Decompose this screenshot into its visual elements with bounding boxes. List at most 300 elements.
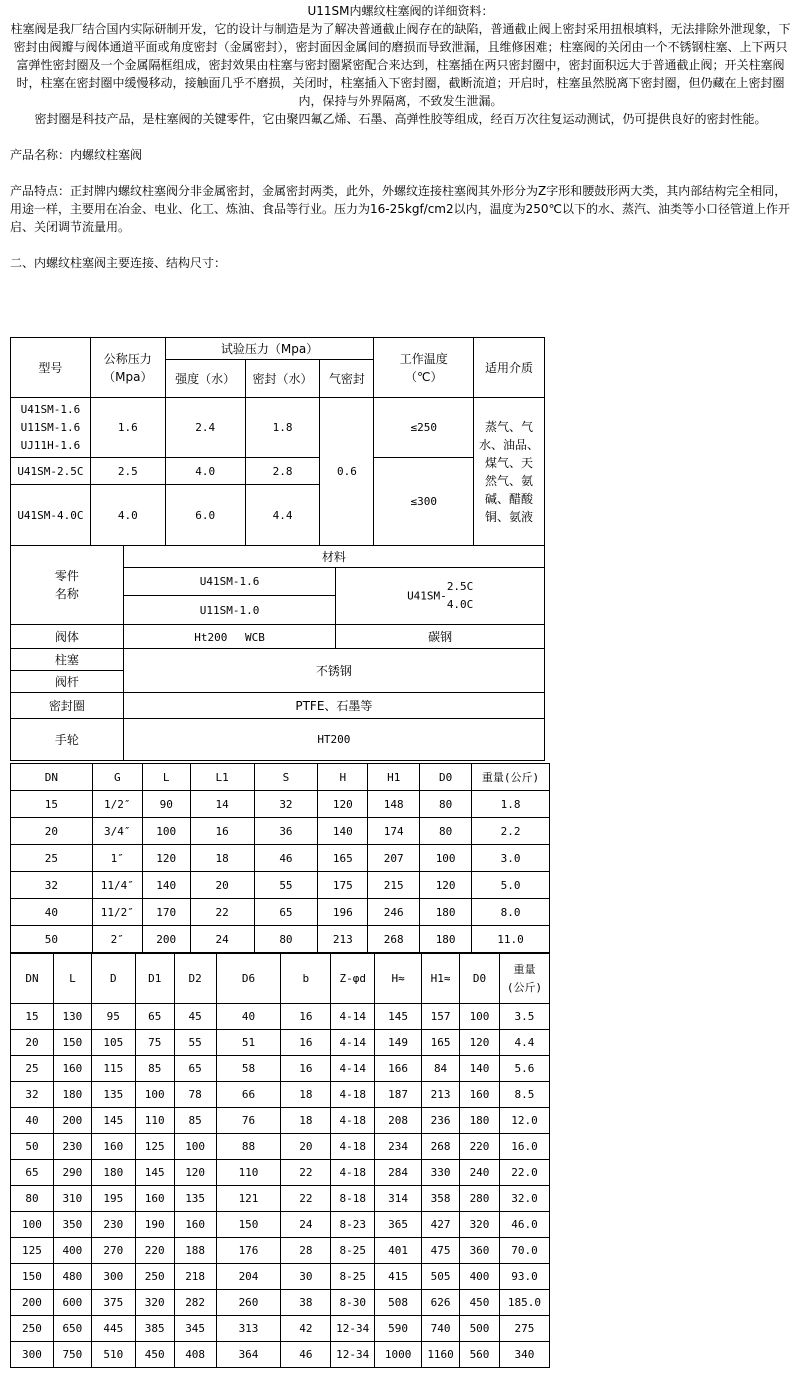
table-cell: 18 (281, 1108, 331, 1134)
intro-paragraph-1: 柱塞阀是我厂结合国内实际研制开发，它的设计与制造是为了解决普通截止阀存在的缺陷，普通截止阀上密封采用扭根填料，无法排除外泄现象，下密封由阀瓣与阀体通道平面或角度密封（金属密封），密封面因金属间的磨损而导致泄漏，且维修困难；柱塞阀的关闭由一个不锈钢柱塞、上下两只富弹性密封圈及一个金属隔框组成，密封效果由柱塞与密封圈紧密配合来达到，柱塞插在两只密封圈中，密封面积远大于普通截止阀；开关柱塞阀时，柱塞在密封圈中缓慢移动，接触面几乎不磨损，关闭时，柱塞插入下密封圈，截断流道；开启时，柱塞虽然脱离下密封圈，但仍藏在上密封圈内，保持与外界隔离，不致发生泄漏。 (10, 22, 791, 108)
table-cell: 450 (460, 1290, 500, 1316)
table-cell: 12-34 (331, 1316, 375, 1342)
table-cell: 18 (190, 845, 254, 872)
table-cell: 236 (422, 1108, 460, 1134)
table-cell: 16.0 (499, 1134, 549, 1160)
column-header: L (142, 764, 190, 791)
table-cell: 42 (281, 1316, 331, 1342)
table-cell: 450 (135, 1342, 174, 1368)
table-cell: 320 (460, 1212, 500, 1238)
table-cell: 120 (460, 1030, 500, 1056)
table-cell: 230 (53, 1134, 91, 1160)
table-cell: 24 (281, 1212, 331, 1238)
table-cell: 626 (422, 1290, 460, 1316)
table-cell: 12-34 (331, 1342, 375, 1368)
column-header: H (318, 764, 368, 791)
material-model-a2: U11SM-1.0 (123, 596, 336, 625)
table-cell: 65 (11, 1160, 54, 1186)
table-cell: 180 (53, 1082, 91, 1108)
table-cell: 3.0 (472, 845, 550, 872)
table-cell: 4.4 (499, 1030, 549, 1056)
table-cell: 188 (174, 1238, 216, 1264)
header-test-pressure: 试验压力（Mpa） (165, 338, 374, 360)
table-cell: 560 (460, 1342, 500, 1368)
table-cell: 215 (368, 872, 420, 899)
table-cell: 4-18 (331, 1134, 375, 1160)
table-cell: 1160 (422, 1342, 460, 1368)
table-cell: 100 (460, 1004, 500, 1030)
table-cell: 260 (216, 1290, 281, 1316)
column-header: L (53, 954, 91, 1004)
column-header: D2 (174, 954, 216, 1004)
table-cell: 8-18 (331, 1186, 375, 1212)
table-cell: 125 (11, 1238, 54, 1264)
table-cell: 415 (375, 1264, 422, 1290)
table-cell: 375 (91, 1290, 135, 1316)
table-cell: 115 (91, 1056, 135, 1082)
column-header: DN (11, 954, 54, 1004)
table-cell: 207 (368, 845, 420, 872)
table-cell: 3/4″ (92, 818, 142, 845)
table-cell: 40 (216, 1004, 281, 1030)
table-cell: 22 (190, 899, 254, 926)
thread-dimension-table (10, 763, 550, 953)
table-row (11, 1342, 550, 1368)
table-cell: 145 (91, 1108, 135, 1134)
table-cell: 187 (375, 1082, 422, 1108)
header-strength: 强度（水） (165, 360, 245, 398)
table-cell: 58 (216, 1056, 281, 1082)
column-header: DN (11, 764, 93, 791)
table-row (11, 1004, 550, 1030)
table-row (11, 1186, 550, 1212)
product-name: 产品名称：内螺纹柱塞阀 (10, 148, 143, 162)
table-cell: 88 (216, 1134, 281, 1160)
table-cell: 100 (174, 1134, 216, 1160)
table-cell: 45 (174, 1004, 216, 1030)
table-row (11, 1108, 550, 1134)
nominal-cell: 2.5 (90, 458, 165, 485)
table-cell: 16 (281, 1030, 331, 1056)
strength-cell: 6.0 (165, 485, 245, 546)
table-cell: 180 (420, 899, 472, 926)
table-cell: 4-18 (331, 1108, 375, 1134)
table-row (11, 845, 550, 872)
table-cell: 505 (422, 1264, 460, 1290)
table-cell: 170 (142, 899, 190, 926)
table-cell: 350 (53, 1212, 91, 1238)
table-cell: 4-14 (331, 1004, 375, 1030)
table-cell: 364 (216, 1342, 281, 1368)
table-cell: 510 (91, 1342, 135, 1368)
table-cell: 750 (53, 1342, 91, 1368)
table-cell: 160 (53, 1056, 91, 1082)
table-cell: 174 (368, 818, 420, 845)
part-stem: 阀杆 (11, 671, 124, 693)
table-cell: 65 (254, 899, 318, 926)
doc-title: U11SM内螺纹柱塞阀的详细资料： (307, 4, 494, 18)
table-cell: 8-30 (331, 1290, 375, 1316)
table-cell: 401 (375, 1238, 422, 1264)
table-cell: 240 (460, 1160, 500, 1186)
table-cell: 250 (135, 1264, 174, 1290)
table-cell: 365 (375, 1212, 422, 1238)
table-cell: 140 (142, 872, 190, 899)
table-cell: 280 (460, 1186, 500, 1212)
table-cell: 740 (422, 1316, 460, 1342)
table-row (11, 1056, 550, 1082)
seal-cell: 4.4 (245, 485, 320, 546)
table-cell: 213 (422, 1082, 460, 1108)
table-cell: 18 (281, 1082, 331, 1108)
table-cell: 150 (11, 1264, 54, 1290)
table-cell: 32 (11, 1082, 54, 1108)
table-cell: 25 (11, 845, 93, 872)
column-header: L1 (190, 764, 254, 791)
table-row (11, 1082, 550, 1108)
table-cell: 120 (142, 845, 190, 872)
table-cell: 180 (460, 1108, 500, 1134)
table-cell: 1000 (375, 1342, 422, 1368)
table-cell: 55 (254, 872, 318, 899)
table-cell: 46 (281, 1342, 331, 1368)
table-cell: 480 (53, 1264, 91, 1290)
table-cell: 650 (53, 1316, 91, 1342)
header-material: 材料 (123, 546, 544, 568)
table-cell: 150 (53, 1030, 91, 1056)
header-working-temp: 工作温度 （℃） (374, 338, 474, 398)
table-cell: 4-18 (331, 1160, 375, 1186)
column-header: Z-φd (331, 954, 375, 1004)
table-cell: 330 (422, 1160, 460, 1186)
table-cell: 140 (318, 818, 368, 845)
table-cell: 160 (91, 1134, 135, 1160)
table-row (11, 1264, 550, 1290)
table-cell: 268 (368, 926, 420, 953)
table-cell: 213 (318, 926, 368, 953)
table-cell: 180 (91, 1160, 135, 1186)
table-cell: 590 (375, 1316, 422, 1342)
table-cell: 600 (53, 1290, 91, 1316)
table-cell: 38 (281, 1290, 331, 1316)
table-cell: 4-18 (331, 1082, 375, 1108)
table-cell: 165 (422, 1030, 460, 1056)
table-cell: 120 (318, 791, 368, 818)
table-cell: 36 (254, 818, 318, 845)
table-cell: 300 (11, 1342, 54, 1368)
table-cell: 24 (190, 926, 254, 953)
table-cell: 40 (11, 1108, 54, 1134)
seal-material: PTFE、石墨等 (123, 693, 544, 719)
model-cell: U41SM-4.0C (11, 485, 91, 546)
table-cell: 290 (53, 1160, 91, 1186)
table-cell: 300 (91, 1264, 135, 1290)
table-cell: 320 (135, 1290, 174, 1316)
temp-cell: ≤300 (374, 458, 474, 546)
column-header: 重量(公斤) (472, 764, 550, 791)
table-cell: 11.0 (472, 926, 550, 953)
table-cell: 80 (254, 926, 318, 953)
table-cell: 140 (460, 1056, 500, 1082)
table-cell: 270 (91, 1238, 135, 1264)
table-row (11, 872, 550, 899)
pressure-table (10, 337, 545, 546)
table-cell: 427 (422, 1212, 460, 1238)
table-cell: 508 (375, 1290, 422, 1316)
table-cell: 234 (375, 1134, 422, 1160)
table-cell: 345 (174, 1316, 216, 1342)
medium-cell: 蒸气、气 水、油品、 煤气、天 然气、氨 碱、醋酸 铜、氨液 (474, 398, 545, 546)
table-cell: 208 (375, 1108, 422, 1134)
header-medium: 适用介质 (474, 338, 545, 398)
intro-paragraph-2: 密封圈是科技产品，是柱塞阀的关键零件，它由聚四氟乙烯、石墨、高弹性胶等组成，经百万次往复运动测试，仍可提供良好的密封性能。 (34, 112, 767, 126)
table-cell: 16 (190, 818, 254, 845)
intro-text (10, 2, 791, 272)
table-row (11, 1316, 550, 1342)
table-cell: 282 (174, 1290, 216, 1316)
table-cell: 8.5 (499, 1082, 549, 1108)
model-cell: U41SM-1.6 U11SM-1.6 UJ11H-1.6 (11, 398, 91, 458)
table-cell: 445 (91, 1316, 135, 1342)
table-row (11, 926, 550, 953)
table-cell: 218 (174, 1264, 216, 1290)
table-cell: 20 (11, 1030, 54, 1056)
table-cell: 400 (53, 1238, 91, 1264)
table-cell: 125 (135, 1134, 174, 1160)
table-cell: 55 (174, 1030, 216, 1056)
table-cell: 100 (142, 818, 190, 845)
table-cell: 40 (11, 899, 93, 926)
table-cell: 180 (420, 926, 472, 953)
table-cell: 246 (368, 899, 420, 926)
table-cell: 46 (254, 845, 318, 872)
table-cell: 120 (174, 1160, 216, 1186)
air-seal-cell: 0.6 (320, 398, 374, 546)
table-cell: 80 (11, 1186, 54, 1212)
table-cell: 5.6 (499, 1056, 549, 1082)
table-cell: 135 (91, 1082, 135, 1108)
table-cell: 32.0 (499, 1186, 549, 1212)
table-cell: 135 (174, 1186, 216, 1212)
strength-cell: 2.4 (165, 398, 245, 458)
table-cell: 200 (11, 1290, 54, 1316)
column-header: D1 (135, 954, 174, 1004)
table-cell: 200 (53, 1108, 91, 1134)
table-cell: 250 (11, 1316, 54, 1342)
table-cell: 8-25 (331, 1264, 375, 1290)
table-cell: 166 (375, 1056, 422, 1082)
table-cell: 80 (420, 791, 472, 818)
column-header: b (281, 954, 331, 1004)
nominal-cell: 4.0 (90, 485, 165, 546)
table-cell: 78 (174, 1082, 216, 1108)
column-header: H1≈ (422, 954, 460, 1004)
table-cell: 28 (281, 1238, 331, 1264)
table-cell: 32 (11, 872, 93, 899)
table-cell: 50 (11, 926, 93, 953)
part-seal-ring: 密封圈 (11, 693, 124, 719)
temp-cell: ≤250 (374, 398, 474, 458)
column-header: H≈ (375, 954, 422, 1004)
table-cell: 148 (368, 791, 420, 818)
table-cell: 50 (11, 1134, 54, 1160)
table-cell: 313 (216, 1316, 281, 1342)
table-cell: 80 (420, 818, 472, 845)
material-model-a1: U41SM-1.6 (123, 568, 336, 596)
table-cell: 500 (460, 1316, 500, 1342)
table-cell: 145 (375, 1004, 422, 1030)
table-cell: 70.0 (499, 1238, 549, 1264)
table-cell: 22 (281, 1186, 331, 1212)
part-handwheel: 手轮 (11, 719, 124, 761)
table-row (11, 1238, 550, 1264)
table-row (11, 818, 550, 845)
table-cell: 358 (422, 1186, 460, 1212)
table-cell: 4-14 (331, 1030, 375, 1056)
table-cell: 105 (91, 1030, 135, 1056)
column-header: G (92, 764, 142, 791)
table-cell: 66 (216, 1082, 281, 1108)
header-seal: 密封（水） (245, 360, 320, 398)
table-cell: 100 (420, 845, 472, 872)
table-cell: 268 (422, 1134, 460, 1160)
column-header: D6 (216, 954, 281, 1004)
table-cell: 16 (281, 1004, 331, 1030)
table-cell: 230 (91, 1212, 135, 1238)
table-row (11, 1030, 550, 1056)
table-cell: 2.2 (472, 818, 550, 845)
table-cell: 8-25 (331, 1238, 375, 1264)
product-features: 产品特点：正封牌内螺纹柱塞阀分非金属密封，金属密封两类，此外，外螺纹连接柱塞阀其外形分为Z字形和腰鼓形两大类，其内部结构完全相同，用途一样，主要用在冶金、电业、化工、炼油、食品等行业。压力为16-25kgf/cm2以内，温度为250℃以下的水、蒸汽、油类等小口径管道上作开启、关闭调节流量用。 (10, 184, 791, 234)
table-cell: 1.8 (472, 791, 550, 818)
table-cell: 20 (281, 1134, 331, 1160)
seal-cell: 2.8 (245, 458, 320, 485)
column-header: H1 (368, 764, 420, 791)
nominal-cell: 1.6 (90, 398, 165, 458)
table-cell: 385 (135, 1316, 174, 1342)
table-cell: 12.0 (499, 1108, 549, 1134)
table-cell: 25 (11, 1056, 54, 1082)
table-cell: 220 (460, 1134, 500, 1160)
table-cell: 165 (318, 845, 368, 872)
table-cell: 84 (422, 1056, 460, 1082)
header-air-seal: 气密封 (320, 360, 374, 398)
table-cell: 150 (216, 1212, 281, 1238)
table-row (11, 791, 550, 818)
table-cell: 145 (135, 1160, 174, 1186)
table-row (11, 1212, 550, 1238)
table-cell: 160 (135, 1186, 174, 1212)
table-cell: 175 (318, 872, 368, 899)
flange-dimension-table (10, 953, 550, 1368)
table-cell: 1/2″ (92, 791, 142, 818)
table-cell: 185.0 (499, 1290, 549, 1316)
table-cell: 149 (375, 1030, 422, 1056)
table-cell: 1″ (92, 845, 142, 872)
table-cell: 400 (460, 1264, 500, 1290)
table-cell: 157 (422, 1004, 460, 1030)
table-cell: 11/4″ (92, 872, 142, 899)
column-header: D0 (460, 954, 500, 1004)
table-cell: 85 (174, 1108, 216, 1134)
table-cell: 2″ (92, 926, 142, 953)
plunger-material: 不锈钢 (123, 649, 544, 693)
table-cell: 314 (375, 1186, 422, 1212)
table-cell: 22 (281, 1160, 331, 1186)
model-cell: U41SM-2.5C (11, 458, 91, 485)
header-nominal-pressure: 公称压力 （Mpa） (90, 338, 165, 398)
header-part-name: 零件 名称 (11, 546, 124, 625)
table-cell: 160 (460, 1082, 500, 1108)
table-cell: 65 (174, 1056, 216, 1082)
table-cell: 95 (91, 1004, 135, 1030)
table-cell: 100 (11, 1212, 54, 1238)
table-cell: 121 (216, 1186, 281, 1212)
table-cell: 20 (11, 818, 93, 845)
table-cell: 32 (254, 791, 318, 818)
table-cell: 110 (135, 1108, 174, 1134)
table-row (11, 899, 550, 926)
table-row (11, 1290, 550, 1316)
column-header: D (91, 954, 135, 1004)
table-row (11, 1160, 550, 1186)
seal-cell: 1.8 (245, 398, 320, 458)
table-cell: 275 (499, 1316, 549, 1342)
header-model: 型号 (11, 338, 91, 398)
table-cell: 220 (135, 1238, 174, 1264)
table-cell: 408 (174, 1342, 216, 1368)
table-cell: 360 (460, 1238, 500, 1264)
table-cell: 15 (11, 1004, 54, 1030)
table-cell: 22.0 (499, 1160, 549, 1186)
table-cell: 51 (216, 1030, 281, 1056)
table-cell: 16 (281, 1056, 331, 1082)
body-material-b: 碳钢 (336, 625, 545, 649)
table-cell: 11/2″ (92, 899, 142, 926)
table-cell: 8.0 (472, 899, 550, 926)
table-cell: 4-14 (331, 1056, 375, 1082)
table-cell: 93.0 (499, 1264, 549, 1290)
table-row (11, 1134, 550, 1160)
table-cell: 65 (135, 1004, 174, 1030)
table-cell: 130 (53, 1004, 91, 1030)
table-cell: 196 (318, 899, 368, 926)
handwheel-material: HT200 (123, 719, 544, 761)
table-cell: 284 (375, 1160, 422, 1186)
table-cell: 195 (91, 1186, 135, 1212)
column-header: S (254, 764, 318, 791)
table-cell: 15 (11, 791, 93, 818)
strength-cell: 4.0 (165, 458, 245, 485)
section-heading-dimensions: 二、内螺纹柱塞阀主要连接、结构尺寸： (10, 256, 227, 270)
table-cell: 46.0 (499, 1212, 549, 1238)
material-model-b: U41SM- 2.5C 4.0C (336, 568, 545, 625)
table-cell: 5.0 (472, 872, 550, 899)
table-cell: 110 (216, 1160, 281, 1186)
part-body: 阀体 (11, 625, 124, 649)
body-material-a: Ht200 WCB (123, 625, 336, 649)
material-table (10, 545, 545, 761)
table-cell: 30 (281, 1264, 331, 1290)
table-cell: 75 (135, 1030, 174, 1056)
table-cell: 120 (420, 872, 472, 899)
table-cell: 100 (135, 1082, 174, 1108)
table-cell: 475 (422, 1238, 460, 1264)
table-cell: 8-23 (331, 1212, 375, 1238)
column-header: D0 (420, 764, 472, 791)
table-cell: 14 (190, 791, 254, 818)
table-cell: 3.5 (499, 1004, 549, 1030)
